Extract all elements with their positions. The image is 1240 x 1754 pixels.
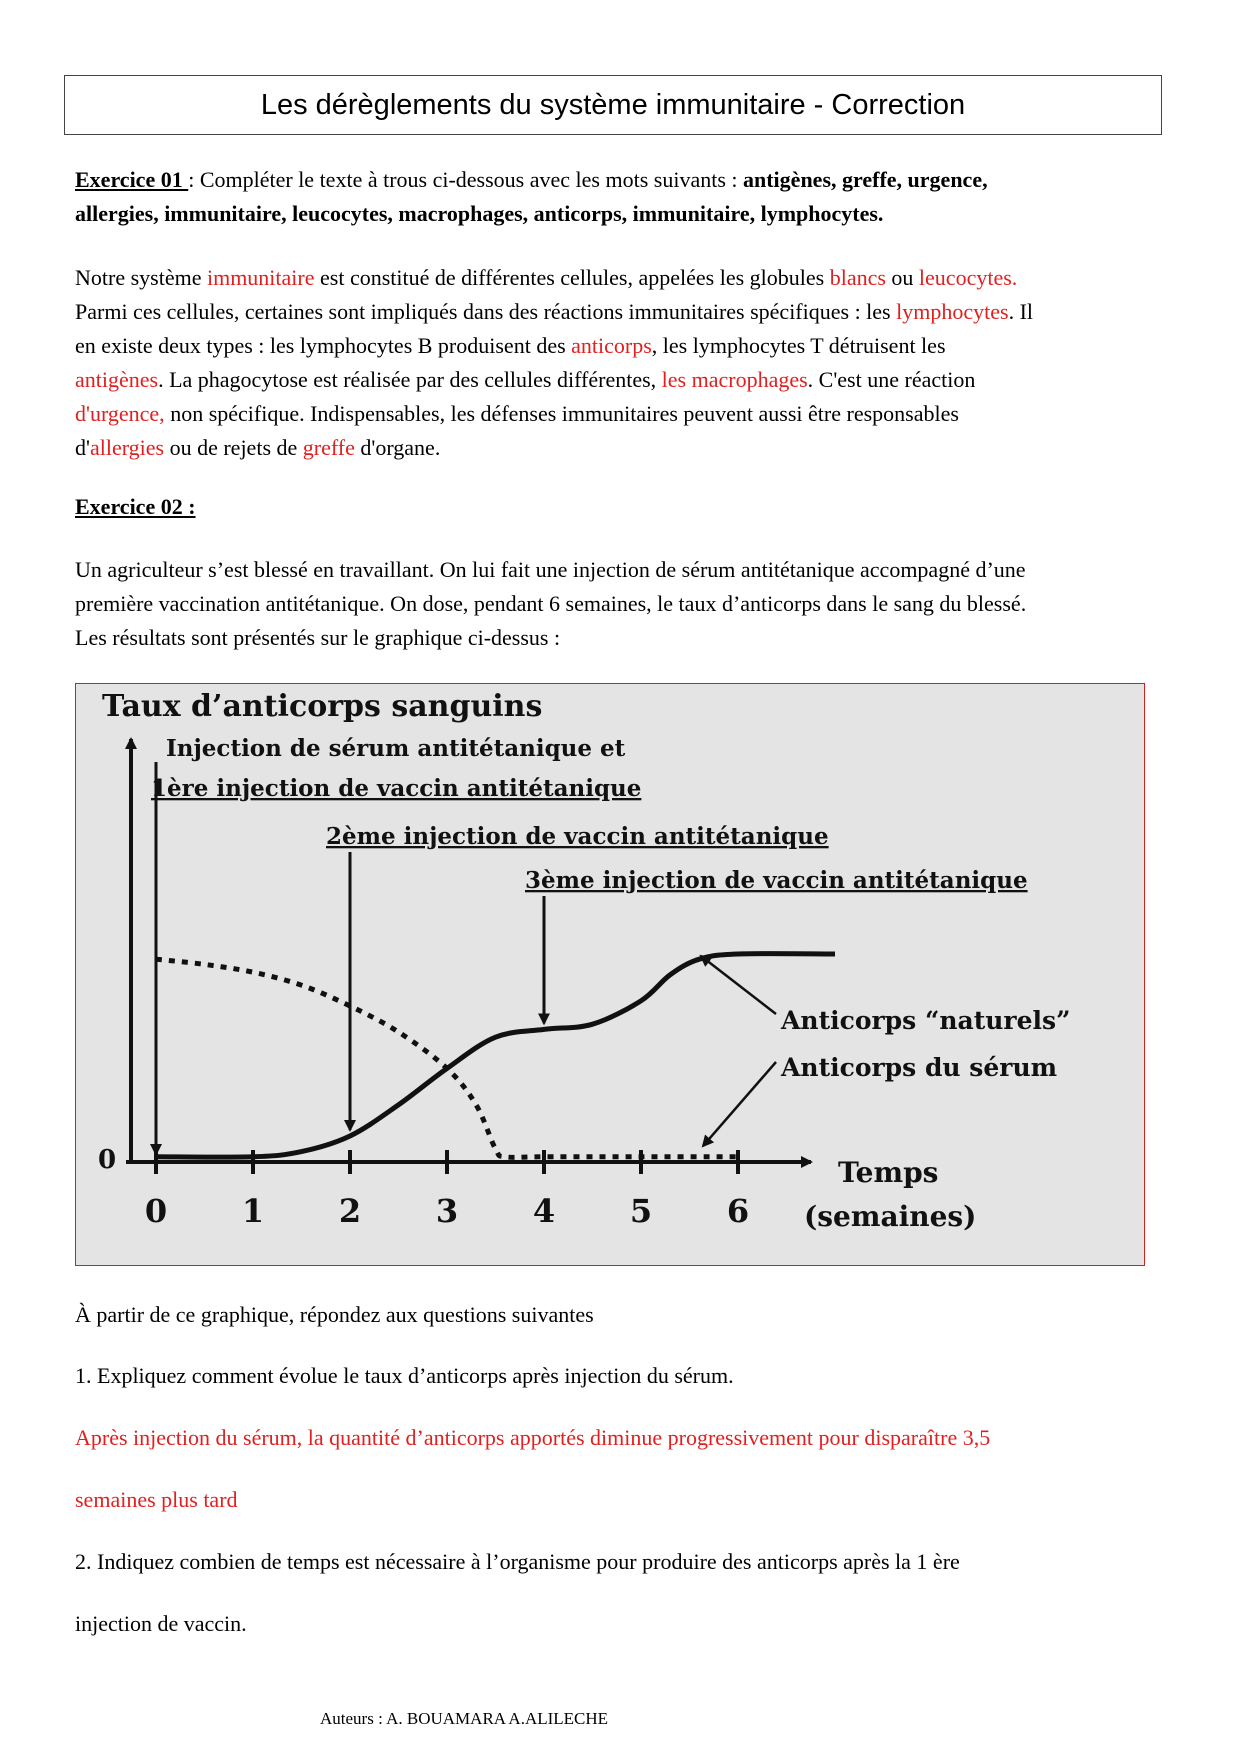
x-axis-unit: (semaines) [804, 1200, 977, 1233]
questions-prompt: À partir de ce graphique, répondez aux questions suivantes [75, 1302, 594, 1327]
legend-pointer-serum [703, 1062, 776, 1146]
chart-title: Taux d’anticorps sanguins [102, 689, 543, 724]
x-tick-label: 0 [144, 1192, 168, 1230]
chart-canvas [76, 684, 1144, 1265]
footer-authors: Auteurs : A. BOUAMARA A.ALILECHE [320, 1709, 609, 1728]
answer-1-line-1: Après injection du sérum, la quantité d’anticorps apportés diminue progressivement pour disparaître 3,5 [75, 1425, 991, 1450]
series-serum-antibodies [156, 959, 738, 1157]
legend-naturels: Anticorps “naturels” [781, 1006, 1071, 1035]
injection-2-label: 2ème injection de vaccin antitétanique [326, 823, 829, 850]
x-axis-label: Temps [838, 1156, 939, 1189]
exercise-1-instruction: Exercice 01 : Compléter le texte à trous ci-dessous avec les mots suivants : antigènes, greffe, urgence, allergies, immunitaire, leucocytes, macrophages, anticorps, immunitaire, lymphocytes. [75, 167, 988, 226]
question-2-line-1: 2. Indiquez combien de temps est nécessaire à l’organisme pour produire des anticorps après la 1 ère [75, 1549, 960, 1574]
series-natural-antibodies [156, 954, 835, 1158]
x-tick-label: 6 [726, 1192, 750, 1230]
x-tick-label: 4 [532, 1192, 556, 1230]
x-tick-label: 1 [241, 1192, 265, 1230]
question-1: 1. Expliquez comment évolue le taux d’anticorps après injection du sérum. [75, 1363, 734, 1388]
injection-1-label-line1: Injection de sérum antitétanique et [166, 735, 626, 762]
x-tick-label: 2 [338, 1192, 362, 1230]
exercise-1-heading: Exercice 01 [75, 167, 189, 192]
x-tick-label: 3 [435, 1192, 459, 1230]
x-tick-label: 5 [629, 1192, 653, 1230]
injection-1-label-line2: 1ère injection de vaccin antitétanique [151, 775, 642, 802]
page-title: Les dérèglements du système immunitaire - Correction [64, 75, 1162, 135]
y-origin-label: 0 [98, 1145, 117, 1175]
legend-serum: Anticorps du sérum [781, 1053, 1058, 1082]
answer-1-line-2: semaines plus tard [75, 1487, 238, 1512]
antibody-chart [75, 683, 1145, 1266]
exercise-1-answer-text: Notre système immunitaire est constitué de différentes cellules, appelées les globules blancs ou leucocytes. Parmi ces cellules, certaines sont impliqués dans des réactions immunitaires spécifiques : les lymphocytes. Il en existe deux types : les lymphocytes B produisent des anticorps, les lymphocytes T détruisent les antigènes. La phagocytose est réalisée par des cellules différentes, les macrophages. C'est une réaction d'urgence, non spécifique. Indispensables, les défenses immunitaires peuvent aussi être responsables d'allergies ou de rejets de greffe d'organe. [75, 265, 1034, 460]
injection-3-label: 3ème injection de vaccin antitétanique [525, 867, 1028, 894]
legend-pointer-naturels [701, 956, 776, 1014]
question-2-line-2: injection de vaccin. [75, 1611, 247, 1636]
exercise-2-intro: Un agriculteur s’est blessé en travaillant. On lui fait une injection de sérum antitétanique accompagné d’une première vaccination antitétanique. On dose, pendant 6 semaines, le taux d’anticorps dans le sang du blessé. Les résultats sont présentés sur le graphique ci-dessus : [75, 557, 1027, 650]
exercise-2-heading: Exercice 02 : [75, 494, 196, 519]
